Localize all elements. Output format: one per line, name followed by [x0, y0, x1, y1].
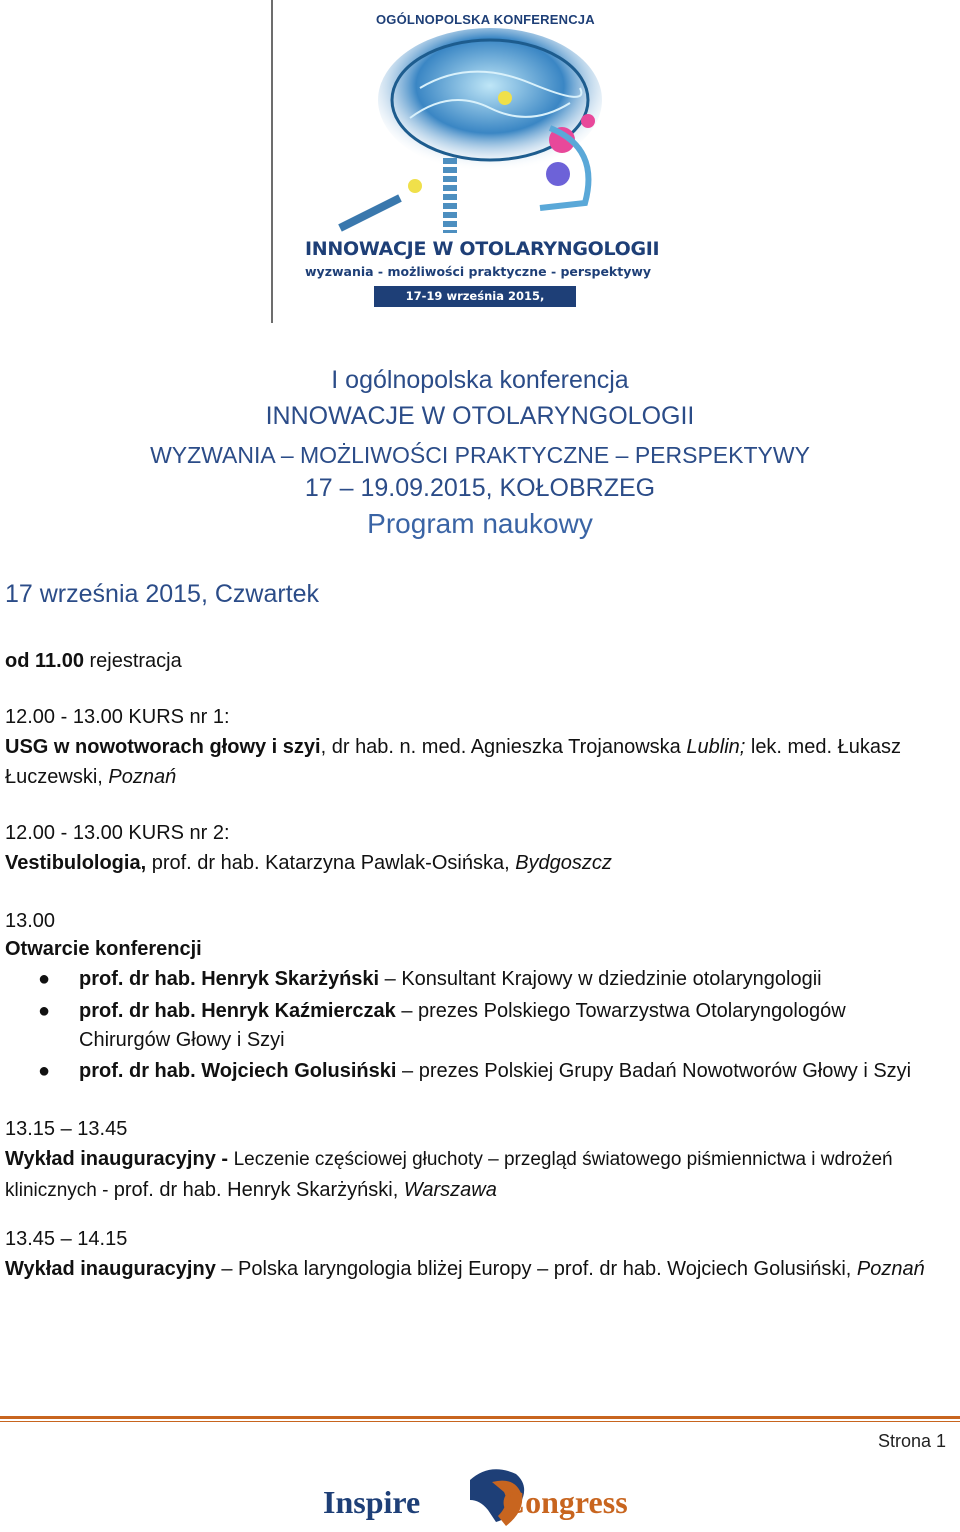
opening-item-3-name: prof. dr hab. Wojciech Golusiński	[79, 1060, 397, 1082]
banner-divider	[271, 0, 273, 323]
day-heading: 17 września 2015, Czwartek	[5, 580, 320, 608]
lecture1-desc: Leczenie częściowej głuchoty – przegląd światowego piśmiennictwa i wdrożeń	[233, 1149, 893, 1170]
lecture1-person: prof. dr hab. Henryk Skarżyński,	[113, 1179, 404, 1201]
registration-line	[5, 650, 182, 673]
lecture2-line	[5, 1258, 925, 1281]
kurs1-person: , dr hab. n. med. Agnieszka Trojanowska	[320, 736, 687, 758]
heading-line-2: INNOWACJE W OTOLARYNGOLOGII	[265, 402, 695, 430]
opening-item-1-name: prof. dr hab. Henryk Skarżyński	[79, 968, 380, 990]
lecture2-city: Poznań	[856, 1258, 925, 1280]
kurs1-line	[5, 736, 901, 759]
banner-subtitle: wyzwania - możliwości praktyczne - perspektywy	[305, 264, 652, 279]
lecture2-desc: – Polska laryngologia bliżej Europy – prof. dr hab. Wojciech Golusiński,	[215, 1258, 857, 1280]
kurs1-city-2: Poznań	[108, 766, 177, 788]
kurs1-city: Lublin;	[686, 736, 746, 758]
kurs2-person: prof. dr hab. Katarzyna Pawlak-Osińska,	[146, 852, 516, 874]
bullet-icon: ●	[38, 1060, 51, 1082]
footer-rule-thin	[0, 1421, 960, 1422]
lecture2-title: Wykład inauguracyjny	[5, 1258, 216, 1280]
xray-skull-image	[300, 28, 680, 238]
opening-title: Otwarcie konferencji	[5, 938, 202, 960]
lecture1-line-2	[5, 1179, 497, 1202]
logo-congress-text: Congress	[502, 1484, 628, 1520]
footer-rule	[0, 1416, 960, 1419]
kurs1-person-2: lek. med. Łukasz	[745, 736, 901, 758]
opening-item-2	[79, 1000, 846, 1023]
kurs1-time: 12.00 - 13.00 KURS nr 1:	[5, 706, 230, 728]
kurs2-line	[5, 852, 612, 875]
bullet-icon: ●	[38, 968, 51, 990]
opening-item-3	[79, 1060, 911, 1083]
opening-item-1-desc: – Konsultant Krajowy w dziedzinie otolaryngologii	[379, 968, 822, 990]
lecture1-title: Wykład inauguracyjny -	[5, 1148, 234, 1170]
bullet-icon: ●	[38, 1000, 51, 1022]
opening-item-2-desc-cont: Chirurgów Głowy i Szyi	[79, 1029, 285, 1051]
kurs1-person-2-cont: Łuczewski,	[5, 766, 109, 788]
page-number: Strona 1	[878, 1431, 947, 1451]
heading-line-4: 17 – 19.09.2015, KOŁOBRZEG	[304, 474, 656, 502]
lecture1-city: Warszawa	[403, 1179, 497, 1201]
opening-item-1	[79, 968, 822, 991]
lecture1-time: 13.15 – 13.45	[5, 1118, 128, 1140]
opening-time: 13.00	[5, 910, 56, 932]
logo-inspire-text: Inspire	[323, 1484, 421, 1520]
banner-date-badge: 17-19 września 2015, Kołobrzeg	[374, 286, 576, 307]
heading-line-3: WYZWANIA – MOŻLIWOŚCI PRAKTYCZNE – PERSPEKTYWY	[150, 442, 810, 468]
banner-top-title: OGÓLNOPOLSKA KONFERENCJA	[376, 12, 595, 27]
heading-program: Program naukowy	[367, 508, 593, 539]
lecture1-desc-cont: klinicznych -	[5, 1180, 114, 1201]
opening-item-3-desc: – prezes Polskiej Grupy Badań Nowotworów Głowy i Szyi	[396, 1060, 912, 1082]
lecture2-time: 13.45 – 14.15	[5, 1228, 128, 1250]
opening-item-2-desc: – prezes Polskiego Towarzystwa Otolaryngologów	[395, 1000, 846, 1022]
kurs2-time: 12.00 - 13.00 KURS nr 2:	[5, 822, 230, 844]
registration-time: od 11.00	[5, 650, 84, 672]
lecture1-line	[5, 1148, 893, 1171]
banner-title: INNOWACJE W OTOLARYNGOLOGII	[305, 238, 660, 260]
registration-label: rejestracja	[83, 650, 182, 672]
kurs1-title: USG w nowotworach głowy i szyi	[5, 736, 321, 758]
heading-line-1: I ogólnopolska konferencja	[331, 366, 629, 394]
kurs1-line-2	[5, 766, 176, 789]
kurs2-city: Bydgoszcz	[515, 852, 612, 874]
opening-item-2-name: prof. dr hab. Henryk Kaźmierczak	[79, 1000, 396, 1022]
kurs2-title: Vestibulologia,	[5, 852, 147, 874]
